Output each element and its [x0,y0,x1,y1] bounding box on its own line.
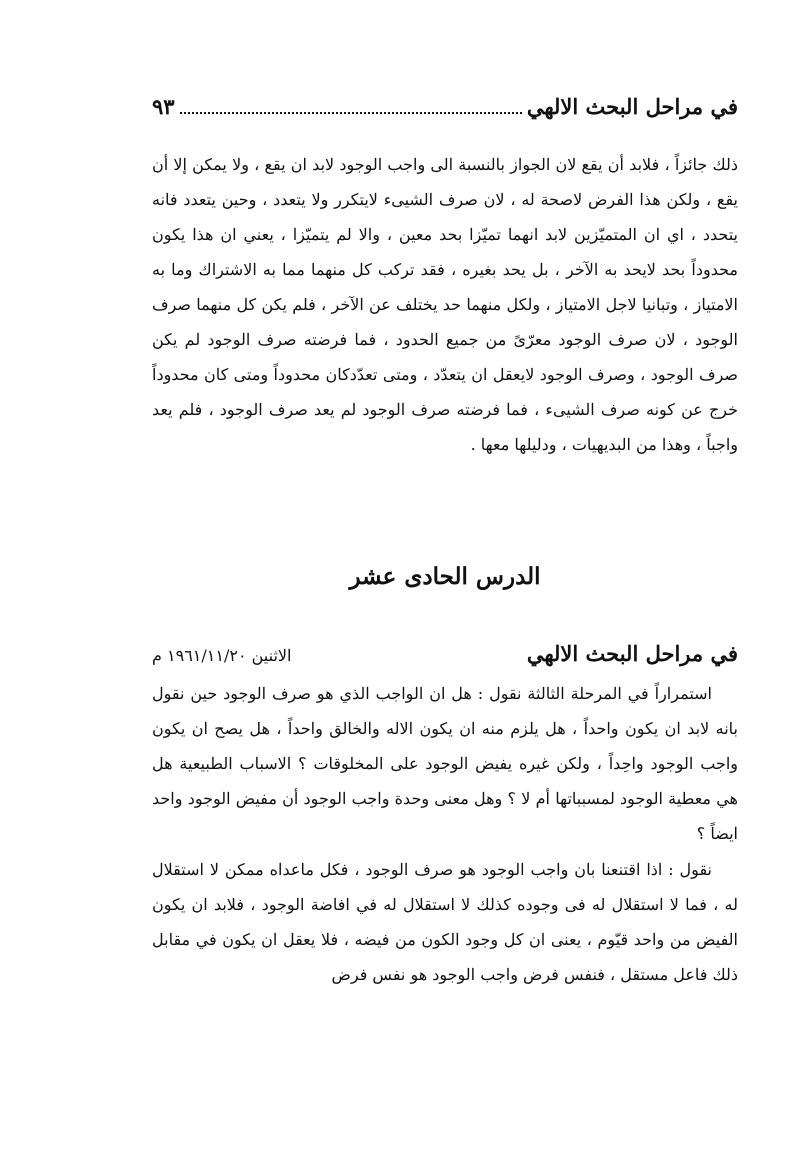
section-date: الاثنين ١٩٦١/١١/٢٠ م [152,646,292,665]
paragraph-1: ذلك جائزاً ، فلابد أن يقع لان الجواز بالنسبة الى واجب الوجود لابد ان يقع ، ولا يمكن إلا أن يقع ، ولكن هذا الفرض لاصحة له ، لان صرف الشيىء لايتكرر ولا يتعدد ، وحين يتعدد فانه يتحدد ، اي ان المتميّزين لابد انهما تميّزا بحد معين ، والا لم يتميّزا ، يعني ان هذا يكون محدوداً بحد لايحد به الآخر ، بل يحد بغيره ، فقد تركب كل منهما مما به الاشتراك وما به الامتياز ، وتبانيا لاجل الامتياز ، ولكل منهما حد يختلف عن الآخر ، فلم يكن كل منهما صرف الوجود ، لان صرف الوجود معرّىً من جميع الحدود ، فما فرضته صرف الوجود لم يكن صرف الوجود ، وصرف الوجود لايعقل ان يتعدّد ، ومتى تعدّدكان محدوداً ومتى كان محدوداً خرج عن كونه صرف الشيىء ، فما فرضته صرف الوجود لم يعد صرف الوجود ، فلم يعد واجباً ، وهذا من البديهيات ، ودليلها معها . [152,155,739,454]
running-title: في مراحل البحث الالهي [526,94,738,119]
running-header [152,88,738,122]
page-number: ٩٣ [152,94,175,119]
paragraph-2: استمراراً في المرحلة الثالثة نقول : هل ان الواجب الذي هو صرف الوجود حين نقول بانه لابد ان يكون واحداً ، هل يلزم منه ان يكون الاله والخالق واحداً ، هل يصح ان يكون واجب الوجود واحِداً ، ولكن غيره يفيض الوجود على المخلوقات ؟ الاسباب الطبيعية هل هي معطية الوجود لمسبباتها أم لا ؟ وهل معنى وحدة واجب الوجود أن مفيض الوجود واحد ايضاً ؟ [152,684,739,843]
section-row [152,637,738,673]
dot-leader [180,111,522,114]
paragraph-3: نقول : اذا اقتنعنا بان واجب الوجود هو صرف الوجود ، فكل ماعداه ممكن لا استقلال له ، فما لا استقلال له فى وجوده كذلك لا استقلال له في افاضة الوجود ، فلابد ان يكون الفيض من واحد قيّوم ، يعنى ان كل وجود الكون من فيضه ، فلا يعقل ان يكون في مقابل ذلك فاعل مستقل ، فنفس فرض واجب الوجود هو نفس فرض [152,860,739,984]
lesson-heading: الدرس الحادى عشر [349,563,541,590]
section-title: في مراحل البحث الالهي [526,641,738,666]
